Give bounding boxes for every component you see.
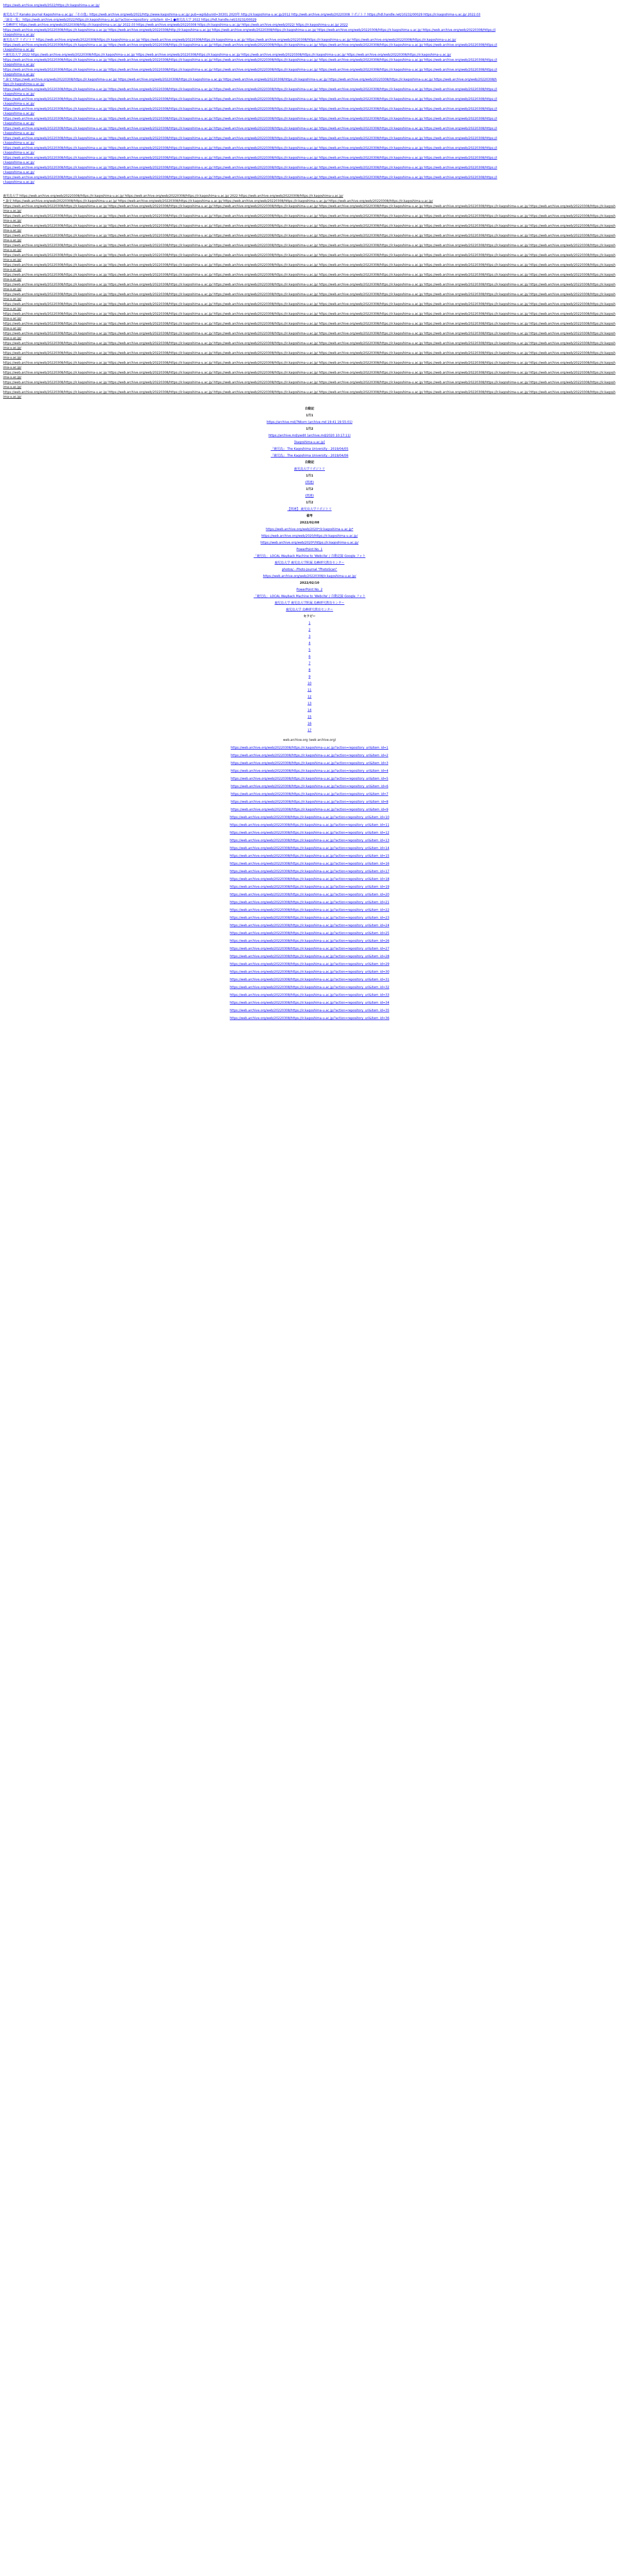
center-link[interactable]: PowerPoint No. 2: [296, 588, 323, 591]
paragraph[interactable]: 鹿児島大学 リポジトリ https://web.archive.org/web/20220308/https://ir.kagoshima-u.ac.jp/ https://web.archive.org/web/20220308/https://ir.kagoshima-u.ac.jp/ https://web.archive.org/web/20220308/https://ir.kagoshima-u.ac.jp/ https://web.archive.org/web/20220308/https://ir.kagoshima-u.ac.jp/: [3, 38, 456, 42]
center-link[interactable]: 7: [308, 662, 311, 665]
center-link[interactable]: 11: [307, 688, 312, 692]
center-link[interactable]: https://web.archive.org/web/2020/https://ir.kagoshima-u.ac.jp/: [261, 534, 358, 538]
archive-link[interactable]: https://web.archive.org/web/20220308/https://ir.kagoshima-u.ac.jp/?action=repository_uri&item_id=34: [230, 1001, 389, 1005]
center-label: 自動記: [304, 407, 314, 411]
center-link[interactable]: 6: [308, 655, 311, 658]
archive-link[interactable]: https://web.archive.org/web/20220308/https://ir.kagoshima-u.ac.jp/?action=repository_uri&item_id=30: [230, 970, 389, 974]
center-link[interactable]: 9: [308, 675, 311, 679]
archive-link-list: [3, 738, 616, 1021]
archive-link[interactable]: https://web.archive.org/web/20220308/https://ir.kagoshima-u.ac.jp/?action=repository_uri&item_id=16: [230, 862, 389, 866]
center-label: 1月1: [305, 474, 314, 478]
paragraph[interactable]: https://web.archive.org/web/20220308/https://ir.kagoshima-u.ac.jp/ https://web.archive.org/web/20220308/https://ir.kagoshima-u.ac.jp/ https://web.archive.org/web/20220308/https://ir.kagoshima-u.ac.jp/ https://web.archive.org/web/20220308/https://ir.kagoshima-u.ac.jp/ https://web.archive.org/web/20220308/https://ir.kagoshima-u.ac.jp/: [3, 176, 497, 184]
center-link[interactable]: 【関連】 鹿児島大学リポジトリ: [287, 507, 332, 511]
center-block: [3, 406, 616, 733]
archive-link-items: [3, 745, 616, 1021]
center-link[interactable]: 「鹿児島」 LOCAL Wayback Machine to 'Webcite' / 自動記録 Google フォト: [253, 595, 366, 598]
archive-link[interactable]: https://web.archive.org/web/20220308/https://ir.kagoshima-u.ac.jp/?action=repository_uri&item_id=23: [230, 916, 389, 920]
paragraph[interactable]: https://web.archive.org/web/20220308/https://ir.kagoshima-u.ac.jp/ https://web.archive.org/web/20220308/https://ir.kagoshima-u.ac.jp/ https://web.archive.org/web/20220308/https://ir.kagoshima-u.ac.jp/ https://web.archive.org/web/20220308/https://ir.kagoshima-u.ac.jp/ https://web.archive.org/web/20220308/https://ir.kagoshima-u.ac.jp/: [3, 156, 497, 164]
center-link[interactable]: 16: [307, 722, 312, 725]
archive-link[interactable]: https://web.archive.org/web/20220308/https://ir.kagoshima-u.ac.jp/?action=repository_uri&item_id=31: [230, 978, 389, 981]
center-link[interactable]: 「鹿児島」 LOCAL Wayback Machine to 'Webcite' / 自動記録 Google フォト: [253, 554, 366, 558]
archive-link[interactable]: https://web.archive.org/web/20220308/https://ir.kagoshima-u.ac.jp/?action=repository_uri&item_id=8: [230, 800, 388, 804]
top-url-link[interactable]: [3, 3, 616, 8]
section-a-paragraphs: [3, 12, 497, 184]
paragraph[interactable]: 『論文一覧』 https://web.archive.org/web/2022/https://ir.kagoshima-u.ac.jp/?action=repository_uri&item_id=1 ●鹿児島大学 2022 https://hdl.handle.net/10232/00029: [3, 18, 256, 22]
paragraph[interactable]: https://web.archive.org/web/20220308/https://ir.kagoshima-u.ac.jp/ https://web.archive.org/web/20220308/https://ir.kagoshima-u.ac.jp/ https://web.archive.org/web/20220308/https://ir.kagoshima-u.ac.jp/ https://web.archive.org/web/20220308/https://ir.kagoshima-u.ac.jp/ https://web.archive.org/web/20220308/https://ir.kagoshima-u.ac.jp/ https://web.archive.org/web/20220308/https://ir.kagoshima-u.ac.jp/: [3, 273, 616, 281]
center-link[interactable]: 10: [307, 682, 312, 685]
paragraph[interactable]: https://web.archive.org/web/20220308/https://ir.kagoshima-u.ac.jp/ https://web.archive.org/web/20220308/https://ir.kagoshima-u.ac.jp/ https://web.archive.org/web/20220308/https://ir.kagoshima-u.ac.jp/ https://web.archive.org/web/20220308/https://ir.kagoshima-u.ac.jp/ https://web.archive.org/web/20220308/https://ir.kagoshima-u.ac.jp/: [3, 127, 497, 135]
center-link[interactable]: 4: [308, 641, 311, 645]
center-link[interactable]: 『鹿児島』 The Kagoshima University - 2019/04/06: [270, 454, 349, 457]
archive-link[interactable]: https://web.archive.org/web/20220308/https://ir.kagoshima-u.ac.jp/?action=repository_uri&item_id=14: [230, 846, 389, 850]
center-link[interactable]: 2: [308, 628, 311, 632]
paragraph[interactable]: https://web.archive.org/web/20220308/https://ir.kagoshima-u.ac.jp/ https://web.archive.org/web/20220308/https://ir.kagoshima-u.ac.jp/ https://web.archive.org/web/20220308/https://ir.kagoshima-u.ac.jp/ https://web.archive.org/web/20220308/https://ir.kagoshima-u.ac.jp/ https://web.archive.org/web/20220308/https://ir.kagoshima-u.ac.jp/ https://web.archive.org/web/20220308/https://ir.kagoshima-u.ac.jp/: [3, 283, 616, 291]
center-link[interactable]: 17: [307, 728, 312, 732]
paragraph[interactable]: https://web.archive.org/web/20220308/https://ir.kagoshima-u.ac.jp/ https://web.archive.org/web/20220308/https://ir.kagoshima-u.ac.jp/ https://web.archive.org/web/20220308/https://ir.kagoshima-u.ac.jp/ https://web.archive.org/web/20220308/https://ir.kagoshima-u.ac.jp/ https://web.archive.org/web/20220308/https://ir.kagoshima-u.ac.jp/: [3, 58, 497, 66]
paragraph[interactable]: https://web.archive.org/web/20220308/https://ir.kagoshima-u.ac.jp/ https://web.archive.org/web/20220308/https://ir.kagoshima-u.ac.jp/ https://web.archive.org/web/20220308/https://ir.kagoshima-u.ac.jp/ https://web.archive.org/web/20220308/https://ir.kagoshima-u.ac.jp/ https://web.archive.org/web/20220308/https://ir.kagoshima-u.ac.jp/ https://web.archive.org/web/20220308/https://ir.kagoshima-u.ac.jp/: [3, 263, 616, 272]
paragraph[interactable]: 鹿児島大学 https://web.archive.org/web/20220308/https://ir.kagoshima-u.ac.jp/ https://web.archive.org/web/20220308/https://ir.kagoshima-u.ac.jp/ 2022 https://web.archive.org/web/20220308/https://ir.kagoshima-u.ac.jp/: [3, 194, 344, 198]
archive-link[interactable]: https://web.archive.org/web/20220308/https://ir.kagoshima-u.ac.jp/?action=repository_uri&item_id=29: [230, 962, 389, 966]
paragraph[interactable]: https://web.archive.org/web/20220308/https://ir.kagoshima-u.ac.jp/ https://web.archive.org/web/20220308/https://ir.kagoshima-u.ac.jp/ https://web.archive.org/web/20220308/https://ir.kagoshima-u.ac.jp/ https://web.archive.org/web/20220308/https://ir.kagoshima-u.ac.jp/ https://web.archive.org/web/20220308/https://ir.kagoshima-u.ac.jp/: [3, 166, 497, 174]
paragraph[interactable]: https://web.archive.org/web/20220308/https://ir.kagoshima-u.ac.jp/ https://web.archive.org/web/20220308/https://ir.kagoshima-u.ac.jp/ https://web.archive.org/web/20220308/https://ir.kagoshima-u.ac.jp/ https://web.archive.org/web/20220308/https://ir.kagoshima-u.ac.jp/ https://web.archive.org/web/20220308/https://ir.kagoshima-u.ac.jp/ https://web.archive.org/web/20220308/https://ir.kagoshima-u.ac.jp/: [3, 351, 616, 360]
center-label: 1月2: [305, 501, 314, 504]
center-label: 備考: [306, 514, 313, 518]
paragraph[interactable]: https://web.archive.org/web/20220308/https://ir.kagoshima-u.ac.jp/ https://web.archive.org/web/20220308/https://ir.kagoshima-u.ac.jp/ https://web.archive.org/web/20220308/https://ir.kagoshima-u.ac.jp/ https://web.archive.org/web/20220308/https://ir.kagoshima-u.ac.jp/ https://web.archive.org/web/20220308/https://ir.kagoshima-u.ac.jp/ https://web.archive.org/web/20220308/https://ir.kagoshima-u.ac.jp/: [3, 361, 616, 369]
center-link[interactable]: https://web.archive.org/web/2020*/ir.kagoshima-u.ac.jp*: [266, 528, 353, 531]
section-b-paragraphs: [3, 194, 616, 399]
center-link[interactable]: 鹿児島大学 鹿児島大学附属 島嶼研究教育センター: [274, 601, 345, 605]
center-link[interactable]: [kagoshima-u.ac.jp]: [294, 440, 325, 444]
center-label: セラピー: [303, 615, 316, 618]
center-link[interactable]: 『鹿児島』 The Kagoshima University - 2019/04/05: [270, 447, 349, 451]
archive-link[interactable]: https://web.archive.org/web/20220308/https://ir.kagoshima-u.ac.jp/?action=repository_uri&item_id=15: [230, 854, 389, 858]
center-link[interactable]: 鹿児島大学 島嶼研究教育センター: [286, 608, 333, 612]
archive-link[interactable]: https://web.archive.org/web/20220308/https://ir.kagoshima-u.ac.jp/?action=repository_uri&item_id=1: [230, 746, 388, 750]
center-link[interactable]: 鹿児島大学リポジトリ: [294, 467, 325, 471]
paragraph[interactable]: https://web.archive.org/web/20220308/https://ir.kagoshima-u.ac.jp/ https://web.archive.org/web/20220308/https://ir.kagoshima-u.ac.jp/ https://web.archive.org/web/20220308/https://ir.kagoshima-u.ac.jp/ https://web.archive.org/web/20220308/https://ir.kagoshima-u.ac.jp/ https://web.archive.org/web/20220308/https://ir.kagoshima-u.ac.jp/: [3, 137, 497, 145]
center-link[interactable]: 鹿児島大学 鹿児島大学附属 島嶼研究教育センター: [274, 561, 345, 565]
paragraph[interactable]: https://web.archive.org/web/20220308/https://ir.kagoshima-u.ac.jp/ https://web.archive.org/web/20220308/https://ir.kagoshima-u.ac.jp/ https://web.archive.org/web/20220308/https://ir.kagoshima-u.ac.jp/ https://web.archive.org/web/20220308/https://ir.kagoshima-u.ac.jp/ https://web.archive.org/web/20220308/https://ir.kagoshima-u.ac.jp/ https://web.archive.org/web/20220308/https://ir.kagoshima-u.ac.jp/: [3, 244, 616, 252]
paragraph[interactable]: https://web.archive.org/web/20220308/https://ir.kagoshima-u.ac.jp/ https://web.archive.org/web/20220308/https://ir.kagoshima-u.ac.jp/ https://web.archive.org/web/20220308/https://ir.kagoshima-u.ac.jp/ https://web.archive.org/web/20220308/https://ir.kagoshima-u.ac.jp/ https://web.archive.org/web/20220308/https://ir.kagoshima-u.ac.jp/ https://web.archive.org/web/20220308/https://ir.kagoshima-u.ac.jp/: [3, 293, 616, 301]
archive-link[interactable]: https://web.archive.org/web/20220308/https://ir.kagoshima-u.ac.jp/?action=repository_uri&item_id=35: [230, 1009, 389, 1012]
paragraph[interactable]: https://web.archive.org/web/20220308/https://ir.kagoshima-u.ac.jp/ https://web.archive.org/web/20220308/https://ir.kagoshima-u.ac.jp/ https://web.archive.org/web/20220308/https://ir.kagoshima-u.ac.jp/ https://web.archive.org/web/20220308/https://ir.kagoshima-u.ac.jp/ https://web.archive.org/web/20220308/https://ir.kagoshima-u.ac.jp/: [3, 97, 497, 106]
archive-link[interactable]: https://web.archive.org/web/20220308/https://ir.kagoshima-u.ac.jp/?action=repository_uri&item_id=17: [230, 870, 389, 873]
paragraph[interactable]: https://web.archive.org/web/20220308/https://ir.kagoshima-u.ac.jp/ https://web.archive.org/web/20220308/https://ir.kagoshima-u.ac.jp/ https://web.archive.org/web/20220308/https://ir.kagoshima-u.ac.jp/ https://web.archive.org/web/20220308/https://ir.kagoshima-u.ac.jp/ https://web.archive.org/web/20220308/https://ir.kagoshima-u.ac.jp/: [3, 88, 497, 96]
center-link[interactable]: (関連): [305, 494, 314, 498]
paragraph[interactable]: https://web.archive.org/web/20220308/https://ir.kagoshima-u.ac.jp/ https://web.archive.org/web/20220308/https://ir.kagoshima-u.ac.jp/ https://web.archive.org/web/20220308/https://ir.kagoshima-u.ac.jp/ https://web.archive.org/web/20220308/https://ir.kagoshima-u.ac.jp/ https://web.archive.org/web/20220308/https://ir.kagoshima-u.ac.jp/: [3, 43, 497, 52]
center-link[interactable]: 1: [308, 621, 311, 625]
archive-link[interactable]: https://web.archive.org/web/20220308/https://ir.kagoshima-u.ac.jp/?action=repository_uri&item_id=2: [230, 754, 388, 757]
paragraph[interactable]: https://web.archive.org/web/20220308/https://ir.kagoshima-u.ac.jp/ https://web.archive.org/web/20220308/https://ir.kagoshima-u.ac.jp/ https://web.archive.org/web/20220308/https://ir.kagoshima-u.ac.jp/ https://web.archive.org/web/20220308/https://ir.kagoshima-u.ac.jp/ https://web.archive.org/web/20220308/https://ir.kagoshima-u.ac.jp/ https://web.archive.org/web/20220308/https://ir.kagoshima-u.ac.jp/: [3, 253, 616, 262]
center-link[interactable]: 14: [307, 708, 312, 712]
paragraph[interactable]: https://web.archive.org/web/20220308/https://ir.kagoshima-u.ac.jp/ https://web.archive.org/web/20220308/https://ir.kagoshima-u.ac.jp/ https://web.archive.org/web/20220308/https://ir.kagoshima-u.ac.jp/ https://web.archive.org/web/20220308/https://ir.kagoshima-u.ac.jp/ https://web.archive.org/web/20220308/https://ir.kagoshima-u.ac.jp/ https://web.archive.org/web/20220308/https://ir.kagoshima-u.ac.jp/: [3, 205, 616, 213]
archive-link-list-header: web.archive.org (web archive.org): [283, 738, 336, 742]
center-link[interactable]: photos/ - Photo Journal "PhotoScan": [282, 568, 337, 571]
center-link[interactable]: https://web.archive.org/web/2020*/https://ir.kagoshima-u.ac.jp/: [260, 541, 359, 545]
archive-link[interactable]: https://web.archive.org/web/20220308/https://ir.kagoshima-u.ac.jp/?action=repository_uri&item_id=28: [230, 955, 389, 958]
archive-link[interactable]: https://web.archive.org/web/20220308/https://ir.kagoshima-u.ac.jp/?action=repository_uri&item_id=36: [230, 1016, 389, 1020]
paragraph[interactable]: https://web.archive.org/web/20220308/https://ir.kagoshima-u.ac.jp/ https://web.archive.org/web/20220308/https://ir.kagoshima-u.ac.jp/ https://web.archive.org/web/20220308/https://ir.kagoshima-u.ac.jp/ https://web.archive.org/web/20220308/https://ir.kagoshima-u.ac.jp/ https://web.archive.org/web/20220308/https://ir.kagoshima-u.ac.jp/ https://web.archive.org/web/20220308/https://ir.kagoshima-u.ac.jp/: [3, 332, 616, 340]
center-label: 1月2: [305, 427, 314, 431]
archive-link[interactable]: https://web.archive.org/web/20220308/https://ir.kagoshima-u.ac.jp/?action=repository_uri&item_id=27: [230, 947, 389, 951]
center-link[interactable]: 13: [307, 702, 312, 705]
paragraph[interactable]: * 鹿児島大学 2022 https://web.archive.org/web/20220308/https://ir.kagoshima-u.ac.jp/ https://web.archive.org/web/20220308/https://ir.kagoshima-u.ac.jp/ https://web.archive.org/web/20220308/https://ir.kagoshima-u.ac.jp/ https://web.archive.org/web/20220308/https://ir.kagoshima-u.ac.jp/: [3, 53, 451, 57]
paragraph[interactable]: https://web.archive.org/web/20220308/https://ir.kagoshima-u.ac.jp/ https://web.archive.org/web/20220308/http://ir.kagoshima-u.ac.jp/ https://web.archive.org/web/20220308/https://ir.kagoshima-u.ac.jp/ https://web.archive.org/web/20220308/https://ir.kagoshima-u.ac.jp/ https://web.archive.org/web/20220308/https://ir.kagoshima-u.ac.jp/: [3, 28, 496, 37]
paragraph[interactable]: 鹿児島大学 Kanako Journal Kagoshima-u.ac.jp/ 『その他』https://web.archive.org/web/2022/http://www.kagoshima-u.ac.jp/ pub=wpl&bunId=30301 2020年 http://ir.kagoshima-u.ac.jp/2012 http://web.archive.org/web/20220308 リポジトリ https://hdl.handle.net/10232/00029 https://ir.kagoshima-u.ac.jp/ 2022.03: [3, 13, 480, 16]
archive-link[interactable]: https://web.archive.org/web/20220308/https://ir.kagoshima-u.ac.jp/?action=repository_uri&item_id=13: [230, 839, 389, 842]
center-link[interactable]: https://archive.md/7Nkxm (archive.md 19:41 19:55:01): [266, 420, 353, 424]
paragraph[interactable]: * 島嶼研究 https://web.archive.org/web/20220308/http://ir.kagoshima-u.ac.jp/ 2022.03 https://web.archive.org/web/20220308 https://ir.kagoshima-u.ac.jp/ https://web.archive.org/web/2022/ https://ir.kagoshima-u.ac.jp/ 2022: [3, 23, 348, 27]
paragraph[interactable]: https://web.archive.org/web/20220308/https://ir.kagoshima-u.ac.jp/ https://web.archive.org/web/20220308/https://ir.kagoshima-u.ac.jp/ https://web.archive.org/web/20220308/https://ir.kagoshima-u.ac.jp/ https://web.archive.org/web/20220308/https://ir.kagoshima-u.ac.jp/ https://web.archive.org/web/20220308/https://ir.kagoshima-u.ac.jp/: [3, 146, 497, 155]
paragraph[interactable]: https://web.archive.org/web/20220308/https://ir.kagoshima-u.ac.jp/ https://web.archive.org/web/20220308/https://ir.kagoshima-u.ac.jp/ https://web.archive.org/web/20220308/https://ir.kagoshima-u.ac.jp/ https://web.archive.org/web/20220308/https://ir.kagoshima-u.ac.jp/ https://web.archive.org/web/20220308/https://ir.kagoshima-u.ac.jp/ https://web.archive.org/web/20220308/https://ir.kagoshima-u.ac.jp/: [3, 312, 616, 320]
center-label: 2022/02/08: [300, 521, 319, 524]
center-link[interactable]: 12: [307, 695, 312, 699]
paragraph[interactable]: https://web.archive.org/web/20220308/https://ir.kagoshima-u.ac.jp/ https://web.archive.org/web/20220308/https://ir.kagoshima-u.ac.jp/ https://web.archive.org/web/20220308/https://ir.kagoshima-u.ac.jp/ https://web.archive.org/web/20220308/https://ir.kagoshima-u.ac.jp/ https://web.archive.org/web/20220308/https://ir.kagoshima-u.ac.jp/ https://web.archive.org/web/20220308/https://ir.kagoshima-u.ac.jp/: [3, 371, 616, 379]
archive-link[interactable]: https://web.archive.org/web/20220308/https://ir.kagoshima-u.ac.jp/?action=repository_uri&item_id=6: [230, 785, 388, 788]
center-link[interactable]: https://archive.md/ywd0 (archive.md/2020 10:17:11): [268, 434, 351, 437]
archive-link[interactable]: https://web.archive.org/web/20220308/https://ir.kagoshima-u.ac.jp/?action=repository_uri&item_id=7: [230, 792, 388, 796]
center-link[interactable]: (関連): [305, 481, 314, 484]
archive-link[interactable]: https://web.archive.org/web/20220308/https://ir.kagoshima-u.ac.jp/?action=repository_uri&item_id=20: [230, 893, 389, 896]
archive-link[interactable]: https://web.archive.org/web/20220308/https://ir.kagoshima-u.ac.jp/?action=repository_uri&item_id=18: [230, 877, 389, 881]
paragraph[interactable]: https://web.archive.org/web/20220308/https://ir.kagoshima-u.ac.jp/ https://web.archive.org/web/20220308/https://ir.kagoshima-u.ac.jp/ https://web.archive.org/web/20220308/https://ir.kagoshima-u.ac.jp/ https://web.archive.org/web/20220308/https://ir.kagoshima-u.ac.jp/ https://web.archive.org/web/20220308/https://ir.kagoshima-u.ac.jp/: [3, 107, 497, 115]
center-label: 1月2: [305, 487, 314, 491]
archive-link[interactable]: https://web.archive.org/web/20220308/https://ir.kagoshima-u.ac.jp/?action=repository_uri&item_id=5: [230, 777, 388, 781]
archive-link[interactable]: https://web.archive.org/web/20220308/https://ir.kagoshima-u.ac.jp/?action=repository_uri&item_id=10: [230, 816, 389, 819]
center-link[interactable]: 15: [307, 715, 312, 719]
paragraph[interactable]: * 論文 https://web.archive.org/web/20220308/https://ir.kagoshima-u.ac.jp/ https://web.archive.org/web/20220308/https://ir.kagoshima-u.ac.jp/ https://web.archive.org/web/20220308/https://ir.kagoshima-u.ac.jp/ https://web.archive.org/web/20220308/https://ir.kagoshima-u.ac.jp/ https://web.archive.org/web/20220308/https://ir.kagoshima-u.ac.jp/: [3, 78, 497, 86]
archive-link[interactable]: https://web.archive.org/web/20220308/https://ir.kagoshima-u.ac.jp/?action=repository_uri&item_id=12: [230, 831, 389, 835]
archive-link[interactable]: https://web.archive.org/web/20220308/https://ir.kagoshima-u.ac.jp/?action=repository_uri&item_id=32: [230, 986, 389, 989]
archive-link[interactable]: https://web.archive.org/web/20220308/https://ir.kagoshima-u.ac.jp/?action=repository_uri&item_id=26: [230, 939, 389, 943]
archive-link[interactable]: https://web.archive.org/web/20220308/https://ir.kagoshima-u.ac.jp/?action=repository_uri&item_id=9: [230, 808, 388, 811]
paragraph[interactable]: https://web.archive.org/web/20220308/https://ir.kagoshima-u.ac.jp/ https://web.archive.org/web/20220308/https://ir.kagoshima-u.ac.jp/ https://web.archive.org/web/20220308/https://ir.kagoshima-u.ac.jp/ https://web.archive.org/web/20220308/https://ir.kagoshima-u.ac.jp/ https://web.archive.org/web/20220308/https://ir.kagoshima-u.ac.jp/ https://web.archive.org/web/20220308/https://ir.kagoshima-u.ac.jp/: [3, 322, 616, 330]
archive-link[interactable]: https://web.archive.org/web/20220308/https://ir.kagoshima-u.ac.jp/?action=repository_uri&item_id=33: [230, 993, 389, 997]
archive-link[interactable]: https://web.archive.org/web/20220308/https://ir.kagoshima-u.ac.jp/?action=repository_uri&item_id=25: [230, 931, 389, 935]
paragraph[interactable]: https://web.archive.org/web/20220308/https://ir.kagoshima-u.ac.jp/ https://web.archive.org/web/20220308/https://ir.kagoshima-u.ac.jp/ https://web.archive.org/web/20220308/https://ir.kagoshima-u.ac.jp/ https://web.archive.org/web/20220308/https://ir.kagoshima-u.ac.jp/ https://web.archive.org/web/20220308/https://ir.kagoshima-u.ac.jp/ https://web.archive.org/web/20220308/https://ir.kagoshima-u.ac.jp/: [3, 342, 616, 350]
paragraph[interactable]: * 論文 https://web.archive.org/web/20220308/https://ir.kagoshima-u.ac.jp/ https://web.archive.org/web/20220308/https://ir.kagoshima-u.ac.jp/ https://web.archive.org/web/20220308/https://ir.kagoshima-u.ac.jp/ https://web.archive.org/web/20220308/https://ir.kagoshima-u.ac.jp/: [3, 199, 433, 203]
archive-link[interactable]: https://web.archive.org/web/20220308/https://ir.kagoshima-u.ac.jp/?action=repository_uri&item_id=3: [230, 761, 388, 765]
archive-link[interactable]: https://web.archive.org/web/20220308/https://ir.kagoshima-u.ac.jp/?action=repository_uri&item_id=19: [230, 885, 389, 889]
paragraph[interactable]: https://web.archive.org/web/20220308/https://ir.kagoshima-u.ac.jp/ https://web.archive.org/web/20220308/https://ir.kagoshima-u.ac.jp/ https://web.archive.org/web/20220308/https://ir.kagoshima-u.ac.jp/ https://web.archive.org/web/20220308/https://ir.kagoshima-u.ac.jp/ https://web.archive.org/web/20220308/https://ir.kagoshima-u.ac.jp/ https://web.archive.org/web/20220308/https://ir.kagoshima-u.ac.jp/: [3, 302, 616, 311]
archive-link[interactable]: https://web.archive.org/web/20220308/https://ir.kagoshima-u.ac.jp/?action=repository_uri&item_id=11: [230, 823, 389, 827]
center-label: 自動記: [304, 461, 314, 464]
archive-link[interactable]: https://web.archive.org/web/20220308/https://ir.kagoshima-u.ac.jp/?action=repository_uri&item_id=24: [230, 924, 389, 927]
center-link[interactable]: 8: [308, 668, 311, 672]
top-url-text[interactable]: https://web.archive.org/web/2022/https://ir.kagoshima-u.ac.jp/: [3, 4, 100, 7]
archive-link[interactable]: https://web.archive.org/web/20220308/https://ir.kagoshima-u.ac.jp/?action=repository_uri&item_id=21: [230, 901, 389, 904]
archive-link[interactable]: https://web.archive.org/web/20220308/https://ir.kagoshima-u.ac.jp/?action=repository_uri&item_id=22: [230, 908, 389, 912]
paragraph[interactable]: https://web.archive.org/web/20220308/https://ir.kagoshima-u.ac.jp/ https://web.archive.org/web/20220308/https://ir.kagoshima-u.ac.jp/ https://web.archive.org/web/20220308/https://ir.kagoshima-u.ac.jp/ https://web.archive.org/web/20220308/https://ir.kagoshima-u.ac.jp/ https://web.archive.org/web/20220308/https://ir.kagoshima-u.ac.jp/ https://web.archive.org/web/20220308/https://ir.kagoshima-u.ac.jp/: [3, 391, 616, 399]
paragraph[interactable]: https://web.archive.org/web/20220308/https://ir.kagoshima-u.ac.jp/ https://web.archive.org/web/20220308/https://ir.kagoshima-u.ac.jp/ https://web.archive.org/web/20220308/https://ir.kagoshima-u.ac.jp/ https://web.archive.org/web/20220308/https://ir.kagoshima-u.ac.jp/ https://web.archive.org/web/20220308/https://ir.kagoshima-u.ac.jp/ https://web.archive.org/web/20220308/https://ir.kagoshima-u.ac.jp/: [3, 234, 616, 242]
paragraph[interactable]: https://web.archive.org/web/20220308/https://ir.kagoshima-u.ac.jp/ https://web.archive.org/web/20220308/https://ir.kagoshima-u.ac.jp/ https://web.archive.org/web/20220308/https://ir.kagoshima-u.ac.jp/ https://web.archive.org/web/20220308/https://ir.kagoshima-u.ac.jp/ https://web.archive.org/web/20220308/https://ir.kagoshima-u.ac.jp/: [3, 68, 497, 76]
center-link[interactable]: PowerPoint No. 1: [296, 548, 323, 551]
paragraph[interactable]: https://web.archive.org/web/20220308/https://ir.kagoshima-u.ac.jp/ https://web.archive.org/web/20220308/https://ir.kagoshima-u.ac.jp/ https://web.archive.org/web/20220308/https://ir.kagoshima-u.ac.jp/ https://web.archive.org/web/20220308/https://ir.kagoshima-u.ac.jp/ https://web.archive.org/web/20220308/https://ir.kagoshima-u.ac.jp/: [3, 117, 497, 125]
center-label: 2022/02/10: [300, 581, 319, 585]
center-link[interactable]: 3: [308, 635, 311, 638]
paragraph[interactable]: https://web.archive.org/web/20220308/https://ir.kagoshima-u.ac.jp/ https://web.archive.org/web/20220308/https://ir.kagoshima-u.ac.jp/ https://web.archive.org/web/20220308/https://ir.kagoshima-u.ac.jp/ https://web.archive.org/web/20220308/https://ir.kagoshima-u.ac.jp/ https://web.archive.org/web/20220308/https://ir.kagoshima-u.ac.jp/ https://web.archive.org/web/20220308/https://ir.kagoshima-u.ac.jp/: [3, 381, 616, 389]
paragraph[interactable]: https://web.archive.org/web/20220308/https://ir.kagoshima-u.ac.jp/ https://web.archive.org/web/20220308/https://ir.kagoshima-u.ac.jp/ https://web.archive.org/web/20220308/https://ir.kagoshima-u.ac.jp/ https://web.archive.org/web/20220308/https://ir.kagoshima-u.ac.jp/ https://web.archive.org/web/20220308/https://ir.kagoshima-u.ac.jp/ https://web.archive.org/web/20220308/https://ir.kagoshima-u.ac.jp/: [3, 224, 616, 232]
paragraph[interactable]: https://web.archive.org/web/20220308/https://ir.kagoshima-u.ac.jp/ https://web.archive.org/web/20220308/https://ir.kagoshima-u.ac.jp/ https://web.archive.org/web/20220308/https://ir.kagoshima-u.ac.jp/ https://web.archive.org/web/20220308/https://ir.kagoshima-u.ac.jp/ https://web.archive.org/web/20220308/https://ir.kagoshima-u.ac.jp/ https://web.archive.org/web/20220308/https://ir.kagoshima-u.ac.jp/: [3, 214, 616, 223]
center-label: 1月1: [305, 414, 314, 417]
archive-link[interactable]: https://web.archive.org/web/20220308/https://ir.kagoshima-u.ac.jp/?action=repository_uri&item_id=4: [230, 769, 388, 773]
center-link[interactable]: https://web.archive.org/web/20220308/ir.kagoshima-u.ac.jp/: [263, 574, 356, 578]
page: [3, 3, 616, 1021]
center-link[interactable]: 5: [308, 648, 311, 652]
